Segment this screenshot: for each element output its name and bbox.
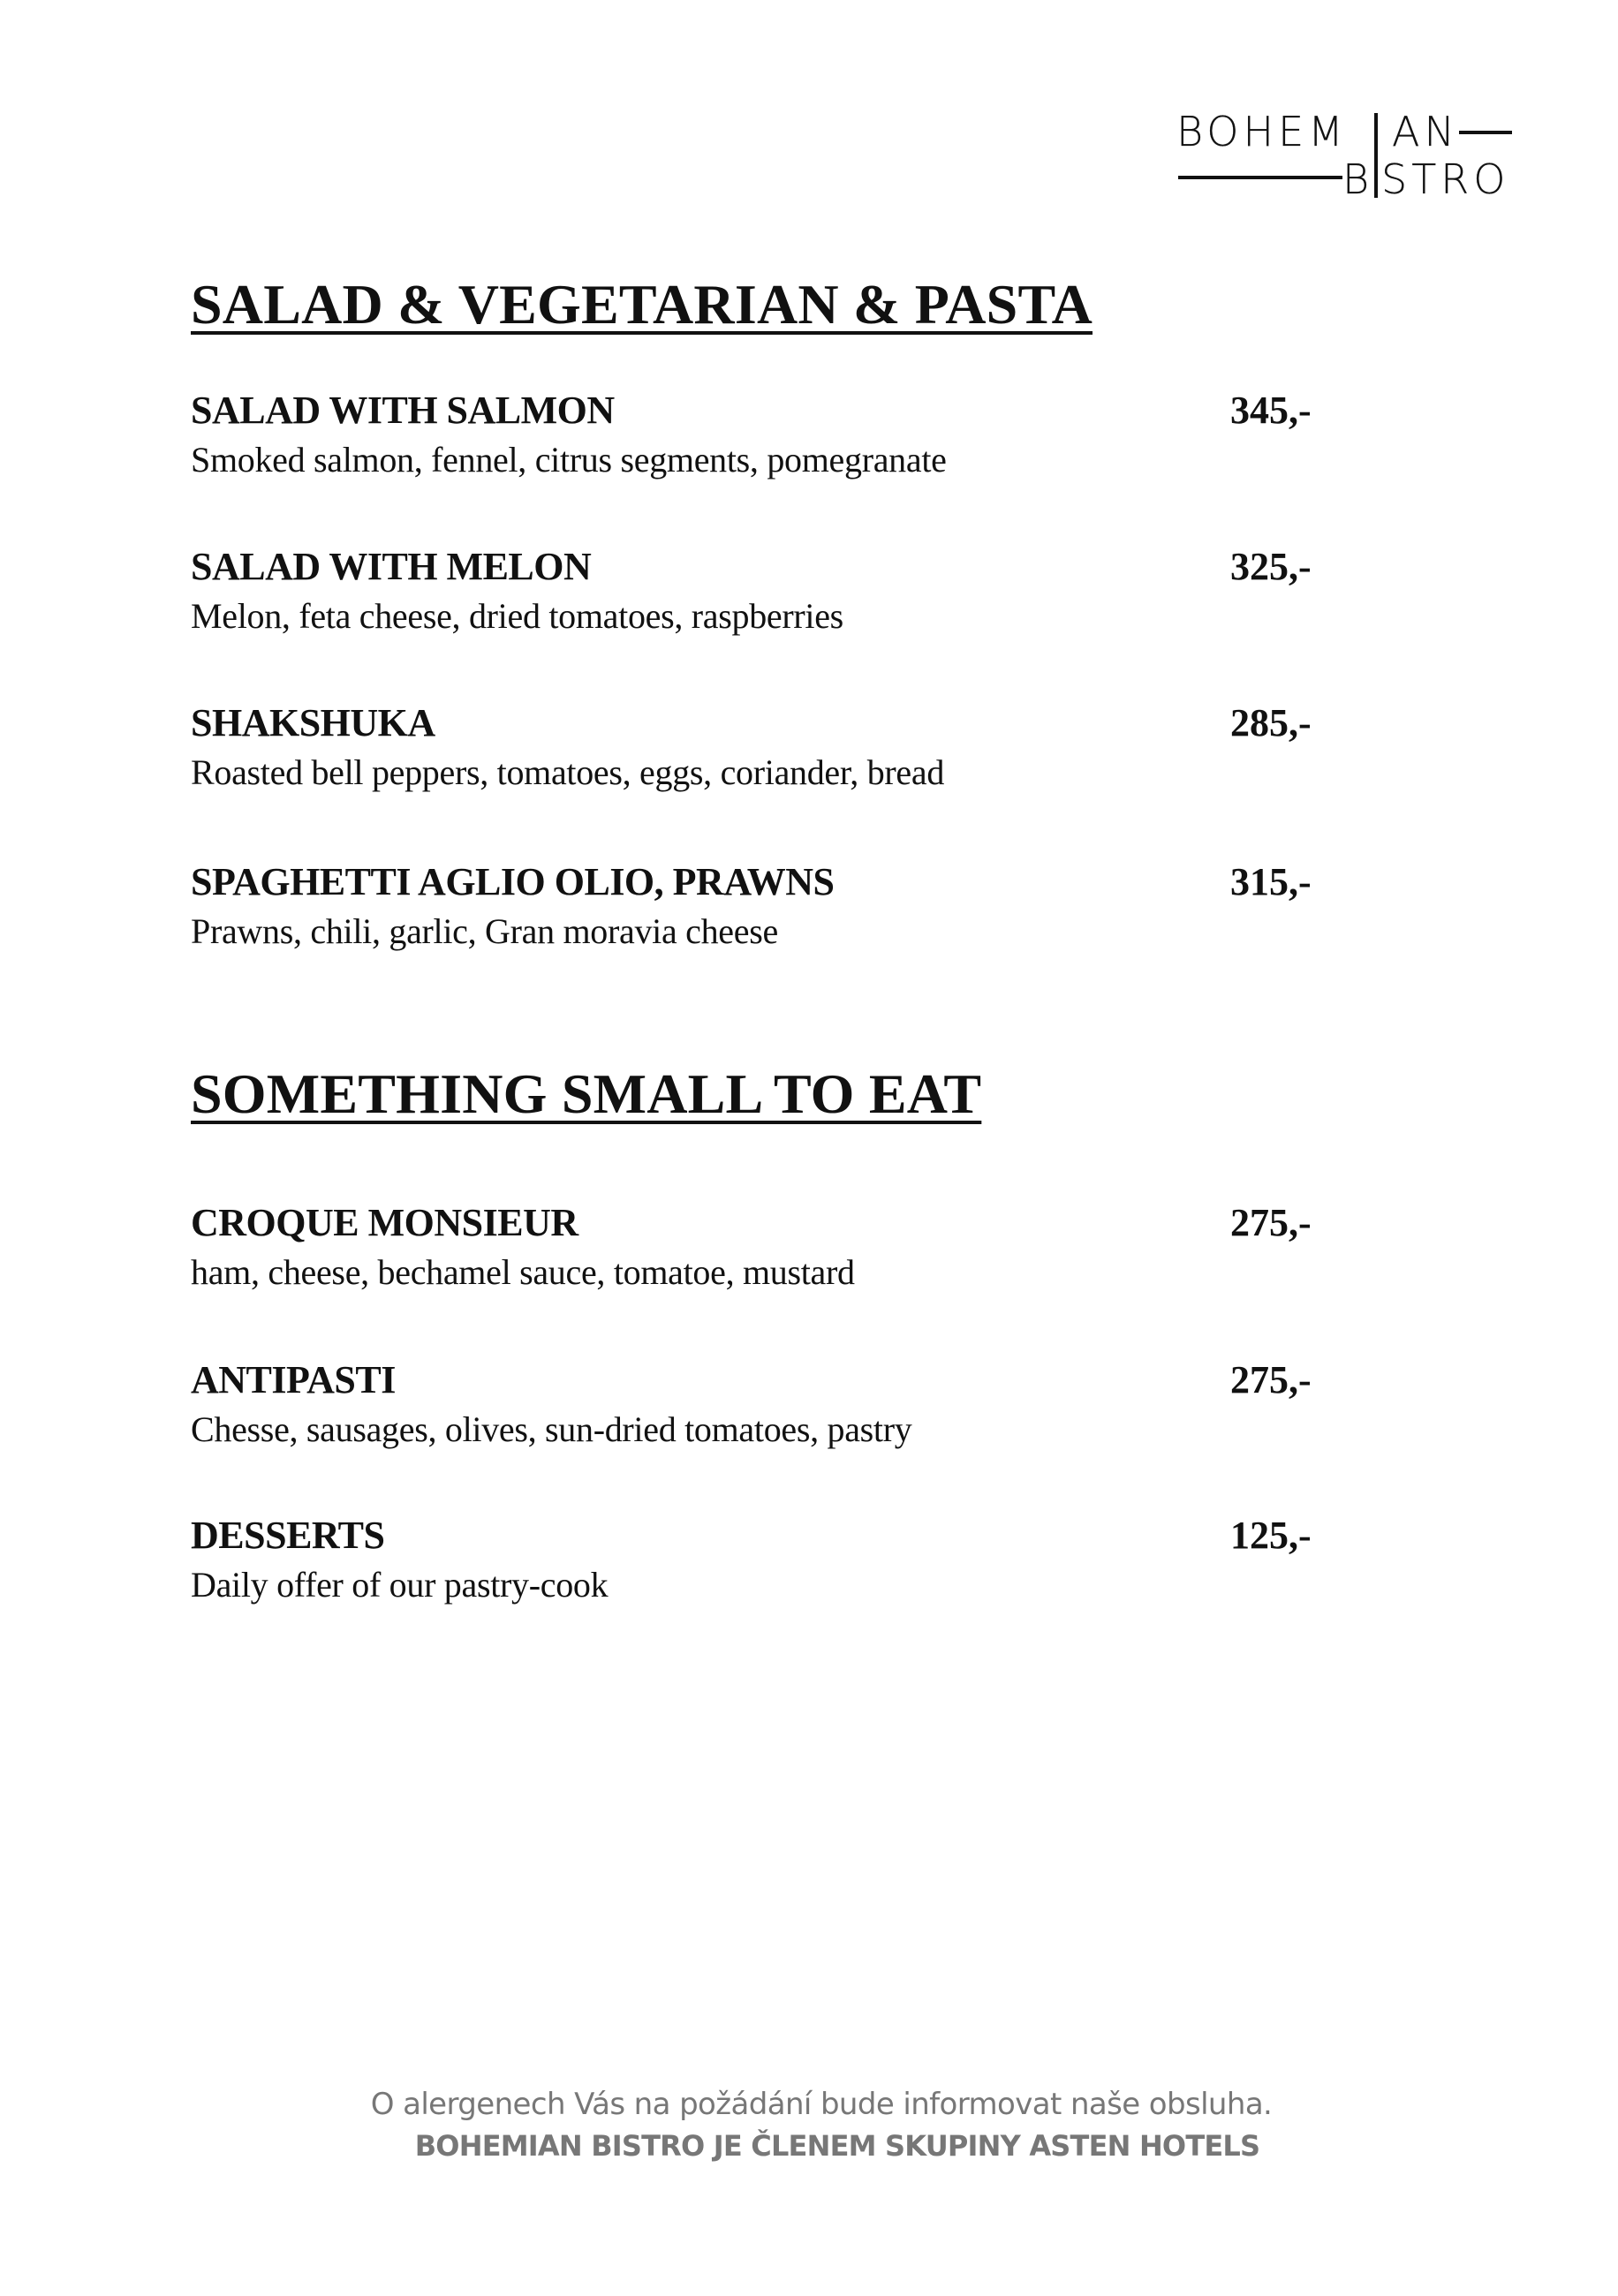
- item-description: Chesse, sausages, olives, sun-dried tomatoes, pastry: [191, 1409, 912, 1449]
- item-description: ham, cheese, bechamel sauce, tomatoe, mustard: [191, 1252, 855, 1292]
- section-title-something-small-to-eat: SOMETHING SMALL TO EAT: [191, 1062, 982, 1125]
- section-title-salad-vegetarian-pasta: SALAD & VEGETARIAN & PASTA: [191, 273, 1093, 336]
- item-description: Daily offer of our pastry-cook: [191, 1565, 609, 1605]
- bohemian-bistro-logo: [1175, 110, 1519, 201]
- item-description: Melon, feta cheese, dried tomatoes, raspberries: [191, 596, 843, 636]
- membership-note: BOHEMIAN BISTRO JE ČLENEM SKUPINY ASTEN HOTELS: [414, 2129, 1260, 2163]
- item-name: SALAD WITH SALMON: [191, 389, 615, 432]
- menu-item: [191, 1358, 1339, 1467]
- item-price: 275,-: [1230, 1201, 1312, 1244]
- logo-text-an: AN: [1392, 108, 1459, 155]
- item-name: SALAD WITH MELON: [191, 545, 592, 588]
- item-price: 125,-: [1230, 1514, 1312, 1557]
- menu-item: [191, 1516, 1339, 1622]
- item-description: Roasted bell peppers, tomatoes, eggs, coriander, bread: [191, 752, 945, 792]
- item-price: 275,-: [1230, 1358, 1312, 1401]
- item-price: 315,-: [1230, 860, 1312, 903]
- item-description: Smoked salmon, fennel, citrus segments, pomegranate: [191, 440, 947, 480]
- item-description: Prawns, chili, garlic, Gran moravia cheese: [191, 911, 778, 951]
- item-price: 325,-: [1230, 545, 1312, 588]
- logo-text-stro: STRO: [1381, 155, 1510, 203]
- item-price: 345,-: [1230, 389, 1312, 432]
- item-price: 285,-: [1230, 701, 1312, 744]
- item-name: DESSERTS: [191, 1514, 385, 1557]
- item-name: ANTIPASTI: [191, 1358, 396, 1401]
- menu-item: [191, 545, 1339, 653]
- item-name: SPAGHETTI AGLIO OLIO, PRAWNS: [191, 860, 835, 903]
- logo-text-bohem: BOHEM: [1176, 108, 1348, 155]
- item-name: CROQUE MONSIEUR: [191, 1201, 578, 1244]
- logo-rule-top: [1459, 131, 1512, 134]
- menu-item: [191, 701, 1339, 810]
- logo-rule-bottom: [1178, 176, 1342, 179]
- menu-item: [191, 1201, 1339, 1310]
- menu-item: [191, 860, 1339, 969]
- menu-item: [191, 391, 1339, 497]
- logo-text-b: B: [1342, 155, 1374, 203]
- item-name: SHAKSHUKA: [191, 701, 435, 744]
- logo-vertical-bar: [1374, 113, 1378, 198]
- allergen-note: O alergenech Vás na požádání bude informovat naše obsluha.: [370, 2087, 1273, 2122]
